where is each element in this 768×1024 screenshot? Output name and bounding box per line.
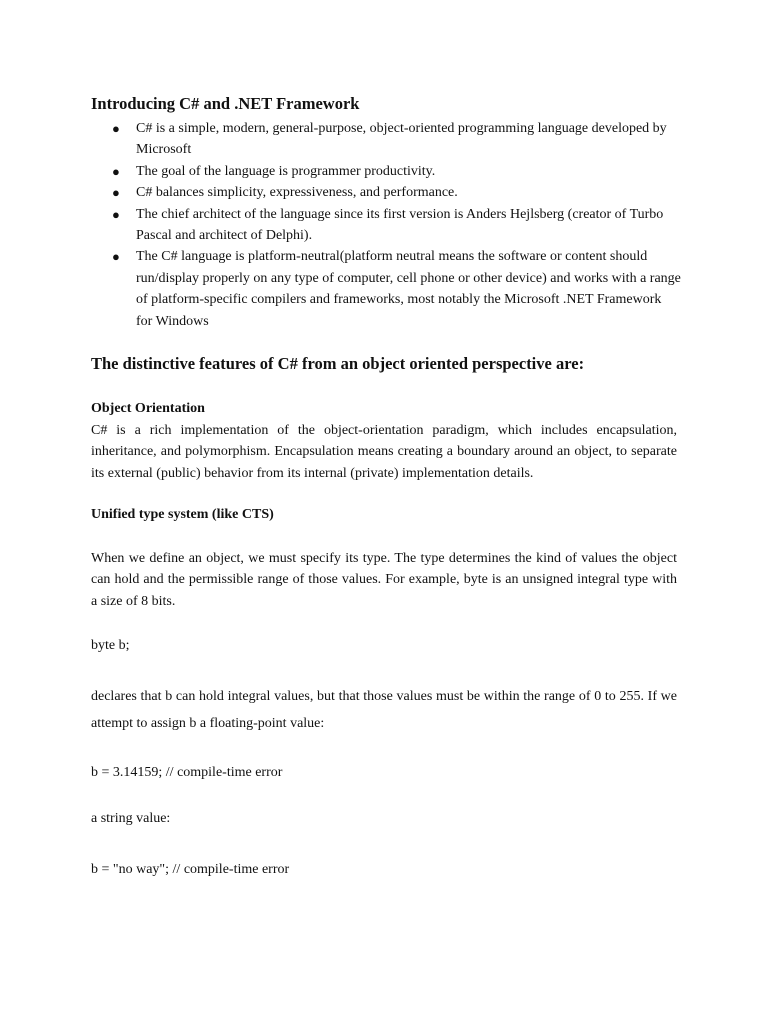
bullet-icon: ● (112, 185, 120, 201)
bullet-icon: ● (112, 249, 120, 265)
list-item-text: C# is a simple, modern, general-purpose, object-oriented programming language developed by Microsoft (136, 121, 667, 158)
bullet-icon: ● (112, 121, 120, 136)
object-orientation-paragraph: C# is a rich implementation of the object-orientation paradigm, which includes encapsulation, inheritance, and polymorphism. Encapsulation means creating a boundary around an object, to separate its external (public) behavior from its internal (private) implementation details. (91, 423, 677, 481)
list-item-text: The C# language is platform-neutral(platform neutral means the software or content should run/display properly on any type of computer, cell phone or other device) and works with a range of platform-specific compilers and frameworks, most notably the Microsoft .NET Framework for Windows (136, 249, 681, 329)
code-string-assignment: b = "no way"; // compile-time error (91, 862, 290, 877)
string-value-label: a string value: (91, 811, 171, 826)
code-byte-declaration: byte b; (91, 638, 130, 653)
list-item (91, 204, 681, 247)
page-title: Introducing C# and .NET Framework (91, 94, 360, 113)
unified-type-heading: Unified type system (like CTS) (91, 507, 274, 522)
unified-type-paragraph: When we define an object, we must specify its type. The type determines the kind of values the object can hold and the permissible range of those values. For example, byte is an unsigned integral type with a size of 8 bits. (91, 551, 677, 609)
object-orientation-heading: Object Orientation (91, 401, 205, 416)
list-item-text: C# balances simplicity, expressiveness, and performance. (136, 185, 458, 201)
range-paragraph: declares that b can hold integral values, but that those values must be within the range of 0 to 255. If we attempt to assign b a floating-point value: (91, 689, 677, 731)
bullet-icon: ● (112, 163, 120, 179)
list-item (91, 246, 681, 332)
list-item (91, 161, 681, 182)
list-item (91, 182, 681, 203)
intro-bullet-list (91, 118, 681, 332)
list-item (91, 118, 681, 161)
list-item-text: The goal of the language is programmer productivity. (136, 163, 436, 179)
code-float-assignment: b = 3.14159; // compile-time error (91, 765, 283, 780)
features-heading: The distinctive features of C# from an object oriented perspective are: (91, 354, 585, 373)
bullet-icon: ● (112, 206, 120, 222)
list-item-text: The chief architect of the language since its first version is Anders Hejlsberg (creator of Turbo Pascal and architect of Delphi). (136, 206, 664, 244)
